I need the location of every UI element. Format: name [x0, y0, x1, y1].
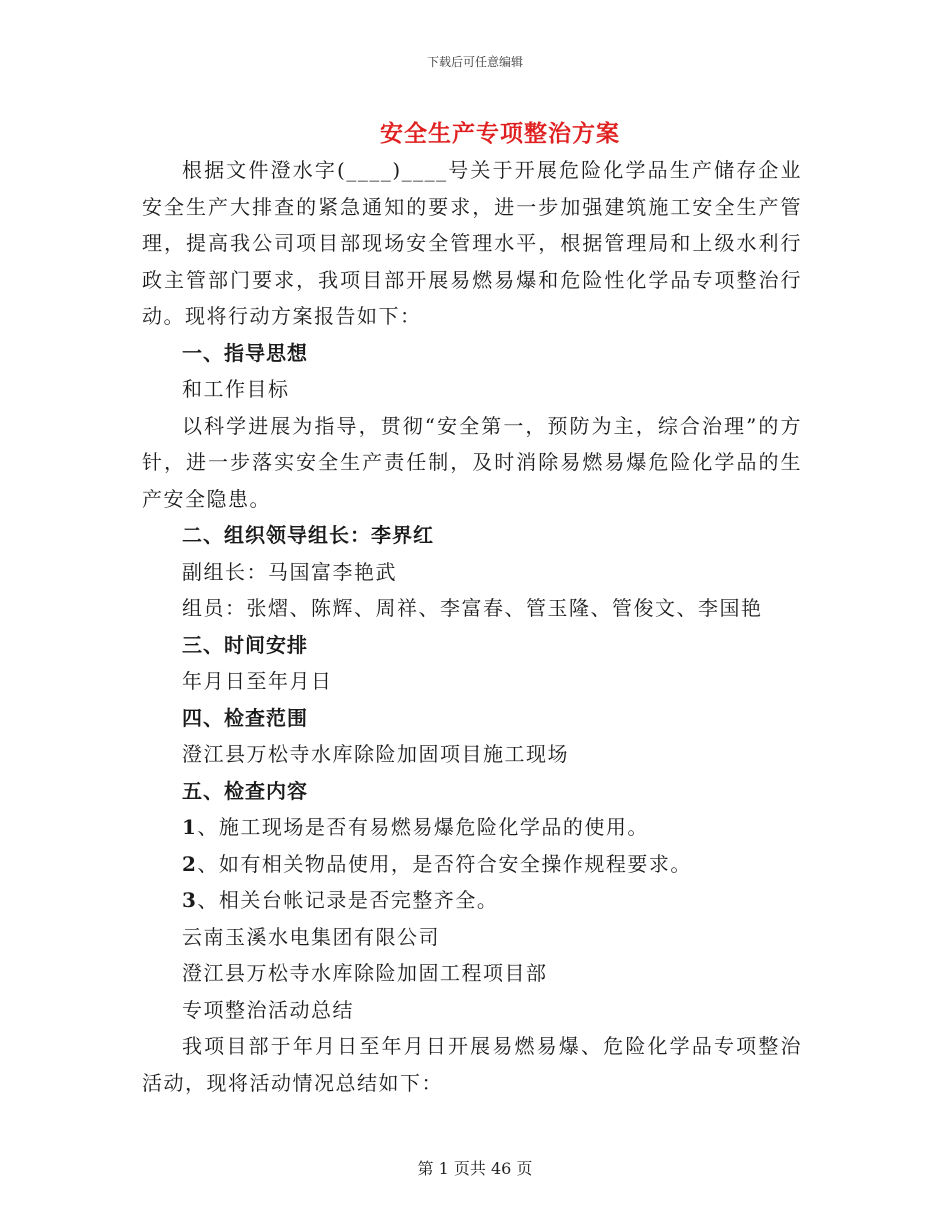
check-item-1-number: 1 — [182, 815, 198, 839]
section-3-heading: 三、时间安排 — [182, 632, 308, 657]
check-item-3-number: 3 — [182, 888, 198, 912]
signature-company: 云南玉溪水电集团有限公司 — [182, 924, 440, 949]
intro-paragraph: 根据文件澄水字(____)____号关于开展危险化学品生产储存企业安全生产大排查的紧急通知的要求，进一步加强建筑施工安全生产管理，提高我公司项目部现场安全管理水平，根据管理局和上级水利行政主管部门要求，我项目部开展易燃易爆和危险性化学品专项整治行动。现将行动方案报告如下： — [142, 158, 802, 328]
section-4-text: 澄江县万松寺水库除险加固项目施工现场 — [182, 742, 569, 766]
section-2-heading: 二、组织领导组长：李界红 — [182, 523, 434, 547]
page-number-footer: 第 1 页共 46 页 — [417, 1159, 533, 1178]
section-5-heading: 五、检查内容 — [182, 778, 308, 803]
check-item-1-text: 、施工现场是否有易燃易爆危险化学品的使用。 — [197, 815, 649, 839]
check-item-3-text: 、相关台帐记录是否完整齐全。 — [197, 888, 499, 912]
header-note: 下载后可任意编辑 — [426, 55, 523, 69]
check-item-2-number: 2 — [182, 851, 198, 876]
section-1-text: 以科学进展为指导，贯彻“安全第一，预防为主，综合治理”的方针，进一步落实安全生产责任制，及时消除易燃易爆危险化学品的生产安全隐患。 — [142, 413, 802, 511]
section-2-members: 组员：张熠、陈辉、周祥、李富春、管玉隆、管俊文、李国艳 — [182, 596, 763, 620]
check-item-1 — [142, 809, 802, 846]
document-body — [142, 152, 802, 1101]
summary-text: 我项目部于年月日至年月日开展易燃易爆、危险化学品专项整治活动，现将活动情况总结如下： — [142, 1034, 802, 1095]
section-4-heading: 四、检查范围 — [182, 705, 308, 730]
check-item-2 — [142, 846, 802, 883]
check-item-2-text: 、如有相关物品使用，是否符合安全操作规程要求。 — [197, 851, 692, 876]
section-1-subline: 和工作目标 — [182, 377, 290, 401]
check-item-3 — [142, 882, 802, 919]
summary-title: 专项整治活动总结 — [182, 997, 354, 1022]
section-2-deputy: 副组长：马国富李艳武 — [182, 559, 397, 584]
document-title: 安全生产专项整治方案 — [380, 120, 620, 147]
signature-department: 澄江县万松寺水库除险加固工程项目部 — [182, 961, 548, 985]
section-3-text: 年月日至年月日 — [182, 669, 333, 693]
section-1-heading: 一、指导思想 — [182, 340, 308, 365]
